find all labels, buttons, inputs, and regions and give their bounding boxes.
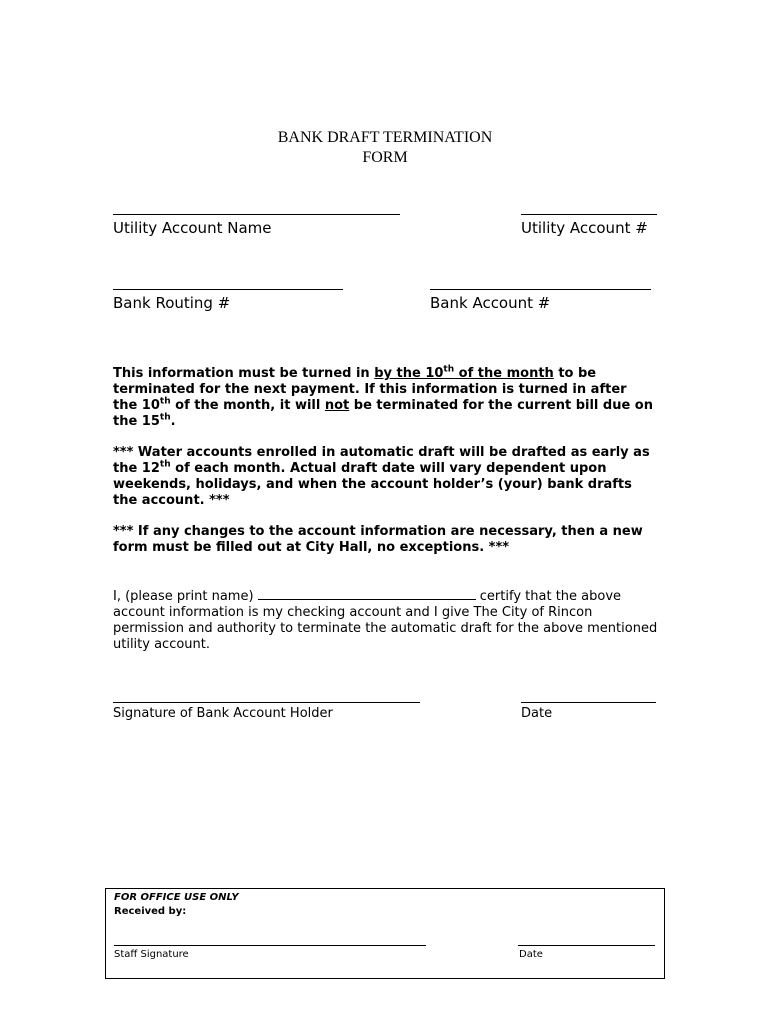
bank-account-line[interactable] xyxy=(430,289,651,290)
staff-signature-label: Staff Signature xyxy=(114,949,189,960)
deadline-text-3: of the month, it will xyxy=(170,398,325,413)
deadline-date-text: by the 10 xyxy=(374,366,444,381)
deadline-text-4: be terminated for the current bill due on the 15 xyxy=(113,398,653,429)
holder-signature-label: Signature of Bank Account Holder xyxy=(113,706,333,721)
certification-text xyxy=(113,587,658,653)
staff-signature-line[interactable] xyxy=(114,945,426,946)
form-title-line1: BANK DRAFT TERMINATION xyxy=(277,129,493,146)
staff-date-line[interactable] xyxy=(518,945,655,946)
bank-routing-label: Bank Routing # xyxy=(113,294,231,312)
holder-signature-line[interactable] xyxy=(113,702,420,703)
holder-date-line[interactable] xyxy=(521,702,656,703)
certification-suffix: certify that the above account information is my checking account and I give The City of Rincon permission and authority to terminate the automatic draft for the above mentioned utility account. xyxy=(113,589,658,652)
deadline-date xyxy=(374,366,554,381)
received-by-label: Received by: xyxy=(114,906,187,917)
certification-prefix: I, (please print name) xyxy=(113,589,258,604)
deadline-sup-3: th xyxy=(159,412,171,423)
office-use-box xyxy=(105,888,665,979)
office-use-title: FOR OFFICE USE ONLY xyxy=(114,892,239,903)
staff-date-label: Date xyxy=(519,949,543,960)
bank-routing-line[interactable] xyxy=(113,289,343,290)
holder-date-label: Date xyxy=(521,706,553,721)
form-title xyxy=(0,128,770,168)
deadline-date-sup: th xyxy=(443,364,455,375)
deadline-text: This information must be turned in xyxy=(113,366,375,381)
deadline-notice xyxy=(113,366,653,430)
print-name-field[interactable] xyxy=(258,587,476,600)
form-title-line2: FORM xyxy=(362,149,408,166)
bank-account-label: Bank Account # xyxy=(430,294,551,312)
not-emphasis: not xyxy=(324,398,350,413)
changes-notice: *** If any changes to the account information are necessary, then a new form must be filled out at City Hall, no exceptions. *** xyxy=(113,524,643,555)
deadline-text-2: to be terminated for the next payment. If this information is turned in after the 10 xyxy=(113,366,627,413)
draft-date-sup: th xyxy=(159,459,171,470)
deadline-text-5: . xyxy=(170,414,176,429)
deadline-date-suffix: of the month xyxy=(454,366,554,381)
utility-account-name-label: Utility Account Name xyxy=(113,219,272,237)
utility-account-number-line[interactable] xyxy=(521,214,657,215)
utility-account-name-line[interactable] xyxy=(113,214,400,215)
draft-date-text-2: of each month. Actual draft date will vary dependent upon weekends, holidays, and when the account holder’s (your) bank drafts the account. *** xyxy=(113,461,632,508)
draft-date-notice xyxy=(113,445,653,509)
draft-date-text: *** Water accounts enrolled in automatic draft will be drafted as early as the 12 xyxy=(113,445,650,476)
deadline-sup-2: th xyxy=(159,396,171,407)
utility-account-number-label: Utility Account # xyxy=(521,219,648,237)
